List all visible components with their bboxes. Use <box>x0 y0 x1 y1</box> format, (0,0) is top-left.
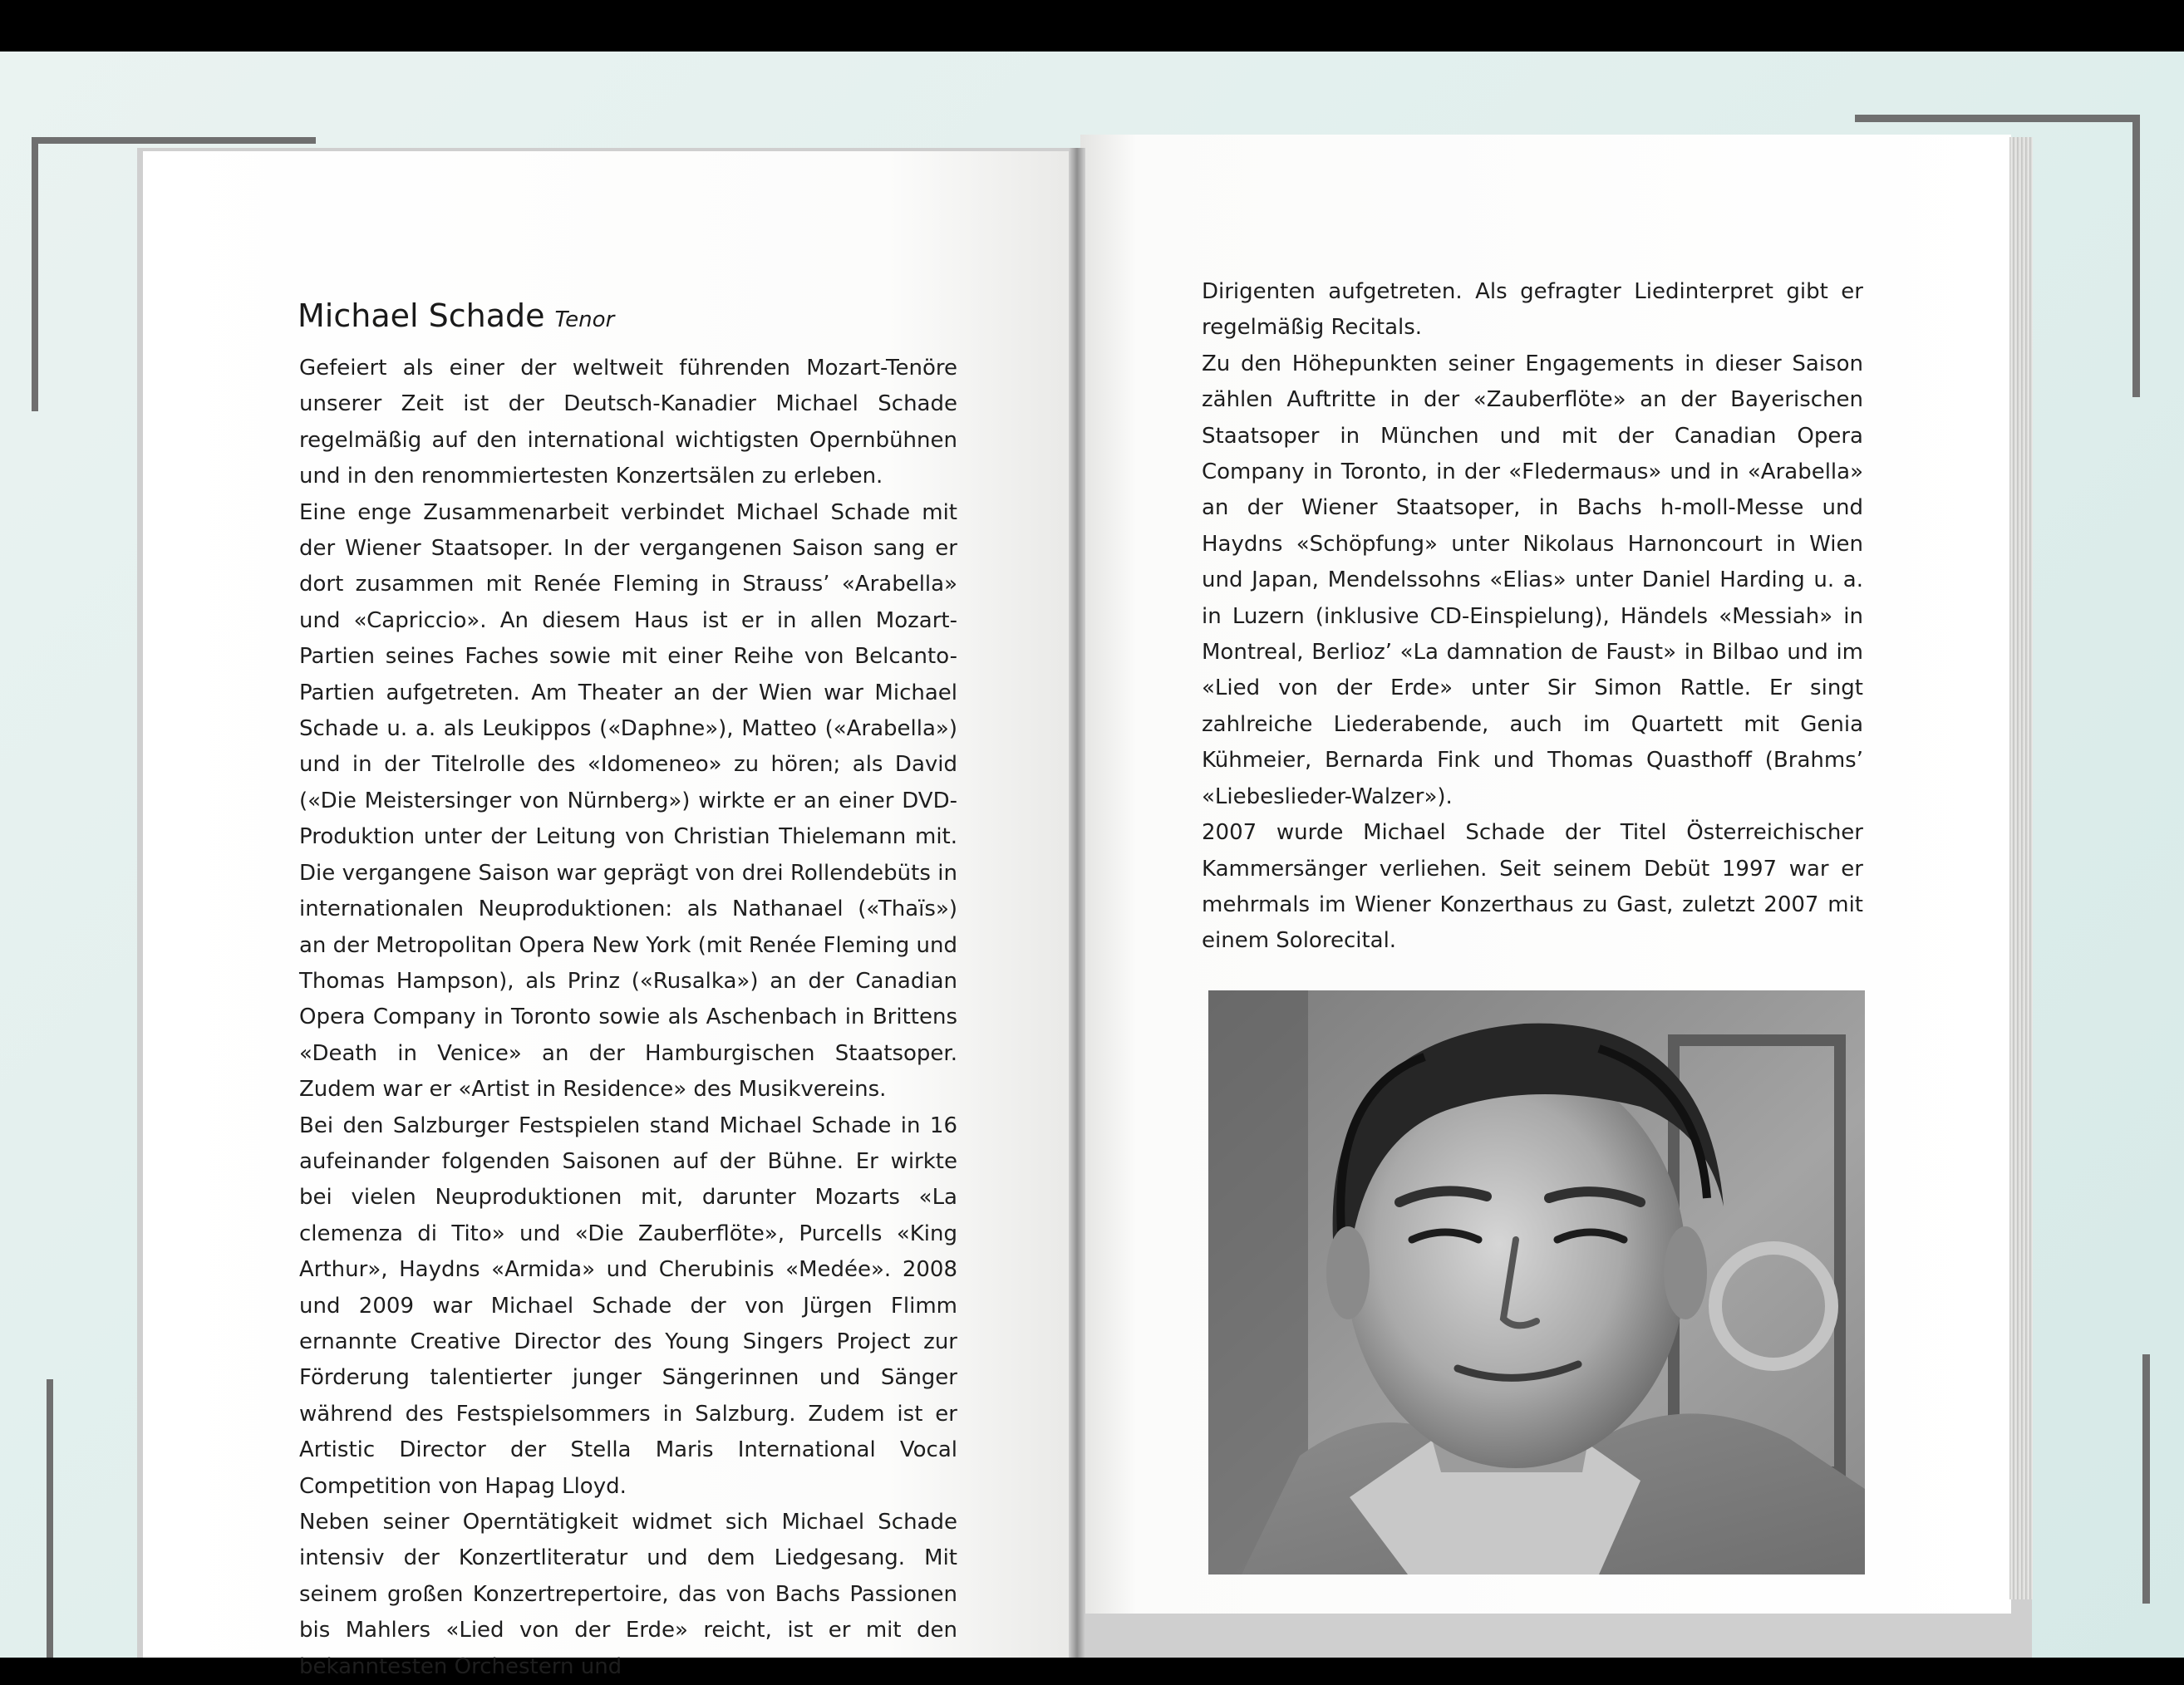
corner-marker-bottom-right <box>2142 1354 2150 1604</box>
portrait-illustration <box>1208 990 1865 1574</box>
corner-marker-top-right <box>1855 115 2139 122</box>
corner-marker-top-left-vertical <box>32 137 38 411</box>
book-gutter <box>1069 148 1085 1658</box>
portrait-photo <box>1208 990 1865 1574</box>
right-text-column <box>1202 274 1863 960</box>
paragraph: Neben seiner Operntätigkeit widmet sich Michael Schade intensiv der Konzertliteratur und dem Liedgesang. Mit seinem großen Konzertrepertoire, das von Bachs Passionen bis Mahlers «Lied von der Erde» reicht, ist er mit den bekanntesten Orchestern und <box>299 1510 957 1679</box>
left-text-column <box>299 351 957 1685</box>
paragraph: Eine enge Zusammenarbeit verbindet Michael Schade mit der Wiener Staatsoper. In der vergangenen Saison sang er dort zusammen mit Renée Fleming in Strauss’ «Arabella» und «Capriccio». An diesem Haus ist er in allen Mozart-Partien seines Faches sowie mit einer Reihe von Belcanto-Partien aufgetreten. Am Theater an der Wien war Michael Schade u. a. als Leukippos («Daphne»), Matteo («Arabella») und in der Titelrolle des «Idomeneo» zu hören; als David («Die Meistersinger von Nürnberg») wirkte er an einer DVD-Produktion unter der Leitung von Christian Thielemann mit. Die vergangene Saison war geprägt von drei Rollendebüts in internationalen Neuproduktionen: als Nathanael («Thaïs») an der Metropolitan Opera New York (mit Renée Fleming und Thomas Hampson), als Prinz («Rusalka») an der Canadian Opera Company in Toronto sowie als Aschenbach in Brittens «Death in Venice» an der Hamburgischen Staatsoper. Zudem war er «Artist in Residence» des Musikvereins. <box>299 499 957 1103</box>
paragraph: Dirigenten aufgetreten. Als gefragter Liedinterpret gibt er regelmäßig Recitals. <box>1202 279 1863 341</box>
page-title <box>298 297 614 334</box>
corner-marker-top-right-vertical <box>2132 115 2140 397</box>
paragraph: Gefeiert als einer der weltweit führenden Mozart-Tenöre unserer Zeit ist der Deutsch-Kanadier Michael Schade regelmäßig auf den international wichtigsten Opernbühnen und in den renommiertesten Konzertsälen zu erleben. <box>299 356 957 489</box>
paragraph: 2007 wurde Michael Schade der Titel Österreichischer Kammersänger verliehen. Seit seinem Debüt 1997 war er mehrmals im Wiener Konzerthaus zu Gast, zuletzt 2007 mit einem Solorecital. <box>1202 820 1863 954</box>
corner-marker-bottom-left <box>47 1379 53 1658</box>
corner-marker-top-left <box>32 137 316 144</box>
singer-name: Michael Schade <box>298 297 545 334</box>
paragraph: Zu den Höhepunkten seiner Engagements in dieser Saison zählen Auftritte in der «Zauberflöte» an der Bayerischen Staatsoper in München und mit der Canadian Opera Company in Toronto, in der «Fledermaus» und in «Arabella» an der Wiener Staatsoper, in Bachs h-moll-Messe und Haydns «Schöpfung» unter Nikolaus Harnoncourt in Wien und Japan, Mendelssohns «Elias» unter Daniel Harding u. a. in Luzern (inklusive CD-Einspielung), Händels «Messiah» in Montreal, Berlioz’ «La damnation de Faust» in Bilbao und im «Lied von der Erde» unter Sir Simon Rattle. Er singt zahlreiche Liederabende, auch im Quartett mit Genia Kühmeier, Bernarda Fink und Thomas Quasthoff (Brahms’ «Liebeslieder-Walzer»). <box>1202 351 1863 809</box>
paragraph: Bei den Salzburger Festspielen stand Michael Schade in 16 aufeinander folgenden Saisonen auf der Bühne. Er wirkte bei vielen Neuproduktionen mit, darunter Mozarts «La clemenza di Tito» und «Die Zauberflöte», Purcells «King Arthur», Haydns «Armida» und Cherubinis «Medée». 2008 und 2009 war Michael Schade der von Jürgen Flimm ernannte Creative Director des Young Singers Project zur Förderung talentierter junger Sängerinnen und Sänger während des Festspielsommers in Salzburg. Zudem ist er Artistic Director der Stella Maris International Vocal Competition von Hapag Lloyd. <box>299 1113 957 1499</box>
voice-type: Tenor <box>554 307 615 332</box>
page-edges <box>2009 137 2033 1599</box>
